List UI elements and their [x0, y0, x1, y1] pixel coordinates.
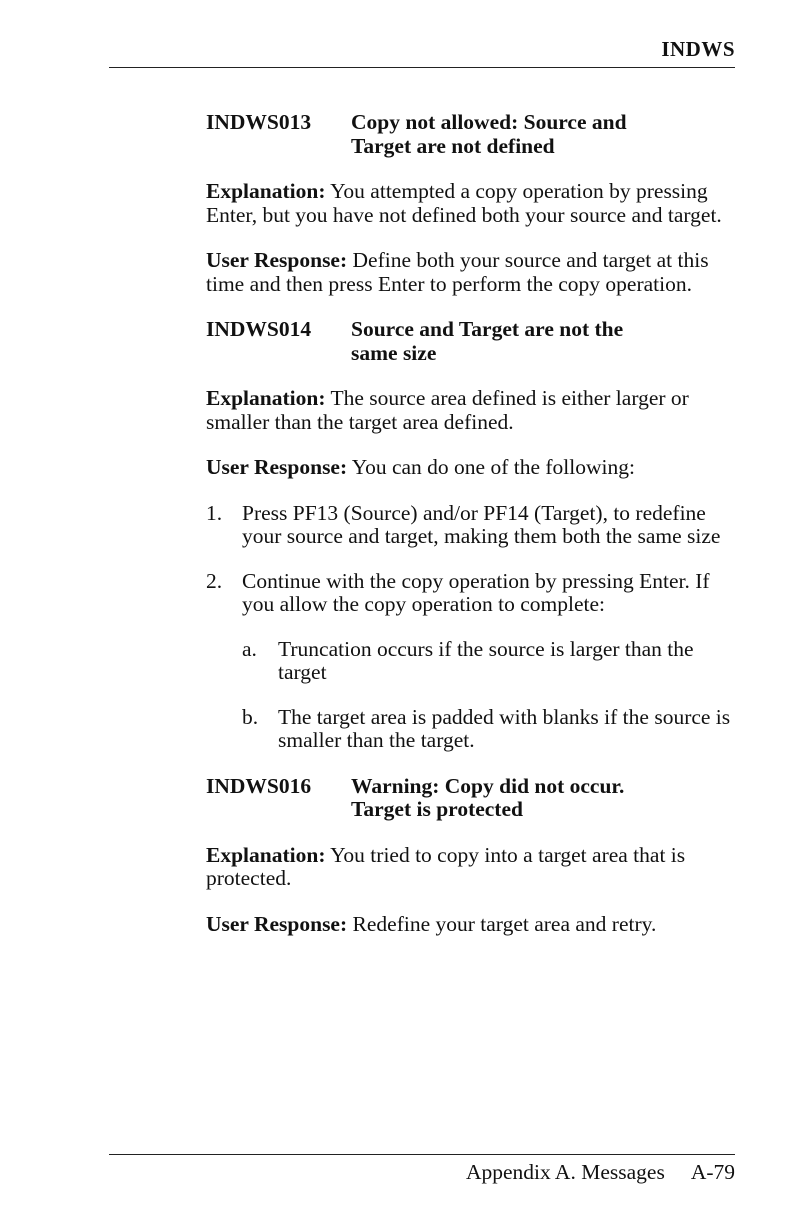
- user-response-paragraph: [206, 249, 736, 296]
- message-id: INDWS013: [206, 110, 312, 134]
- user-response-paragraph: [206, 913, 736, 937]
- list-item-text: Continue with the copy operation by pressing Enter. If you allow the copy operation to complete:: [242, 568, 710, 616]
- message-id: INDWS014: [206, 317, 312, 341]
- list-item: [206, 502, 736, 549]
- list-item: [206, 570, 736, 753]
- explanation-text: You attempted a copy operation by pressing Enter, but you have not defined both your source and target.: [206, 179, 722, 227]
- sublist-item-text: Truncation occurs if the source is larger than the target: [278, 636, 694, 684]
- user-response-text: Redefine your target area and retry.: [352, 911, 657, 936]
- message-entry: [206, 111, 736, 296]
- sublist-item-text: The target area is padded with blanks if the source is smaller than the target.: [278, 704, 731, 752]
- explanation-label: Explanation:: [206, 386, 326, 410]
- header-rule: [109, 67, 735, 68]
- list-marker: 1.: [206, 500, 223, 525]
- sublist-marker: a.: [242, 636, 257, 661]
- sublist-item: [242, 638, 736, 685]
- message-entry: [206, 775, 736, 937]
- explanation-label: Explanation:: [206, 842, 326, 867]
- explanation-text: The source area defined is either larger or smaller than the target area defined.: [206, 386, 689, 434]
- message-heading: [206, 111, 736, 158]
- sublist-item: [242, 706, 736, 753]
- explanation-paragraph: [206, 844, 736, 891]
- message-title: Warning: Copy did not occur. Target is protected: [351, 773, 625, 821]
- message-title: Copy not allowed: Source and Target are not defined: [351, 110, 627, 158]
- footer-rule: [109, 1154, 735, 1155]
- message-entry: [206, 318, 736, 753]
- message-id: INDWS016: [206, 773, 312, 798]
- message-heading: [206, 775, 736, 822]
- lettered-sublist: [242, 638, 736, 753]
- user-response-label: User Response:: [206, 911, 348, 936]
- user-response-text: You can do one of the following:: [351, 455, 635, 479]
- message-title: Source and Target are not the same size: [351, 317, 624, 365]
- explanation-paragraph: [206, 387, 736, 434]
- user-response-text: Define both your source and target at this time and then press Enter to perform the copy operation.: [206, 248, 709, 296]
- list-item-text: Press PF13 (Source) and/or PF14 (Target), to redefine your source and target, making them both the same size: [242, 500, 721, 548]
- list-marker: 2.: [206, 568, 223, 593]
- running-head: INDWS: [661, 37, 735, 61]
- user-response-label: User Response:: [206, 248, 348, 272]
- message-list: [206, 111, 736, 958]
- sublist-marker: b.: [242, 704, 259, 729]
- user-response-paragraph: [206, 456, 736, 480]
- footer-section-title: Appendix A. Messages: [465, 1160, 665, 1184]
- page-number: A-79: [690, 1160, 735, 1184]
- explanation-text: You tried to copy into a target area that is protected.: [206, 842, 686, 890]
- message-heading: [206, 318, 736, 365]
- user-response-label: User Response:: [206, 455, 348, 479]
- page-footer: [466, 1160, 735, 1185]
- explanation-label: Explanation:: [206, 179, 326, 203]
- explanation-paragraph: [206, 180, 736, 227]
- numbered-list: [206, 502, 736, 753]
